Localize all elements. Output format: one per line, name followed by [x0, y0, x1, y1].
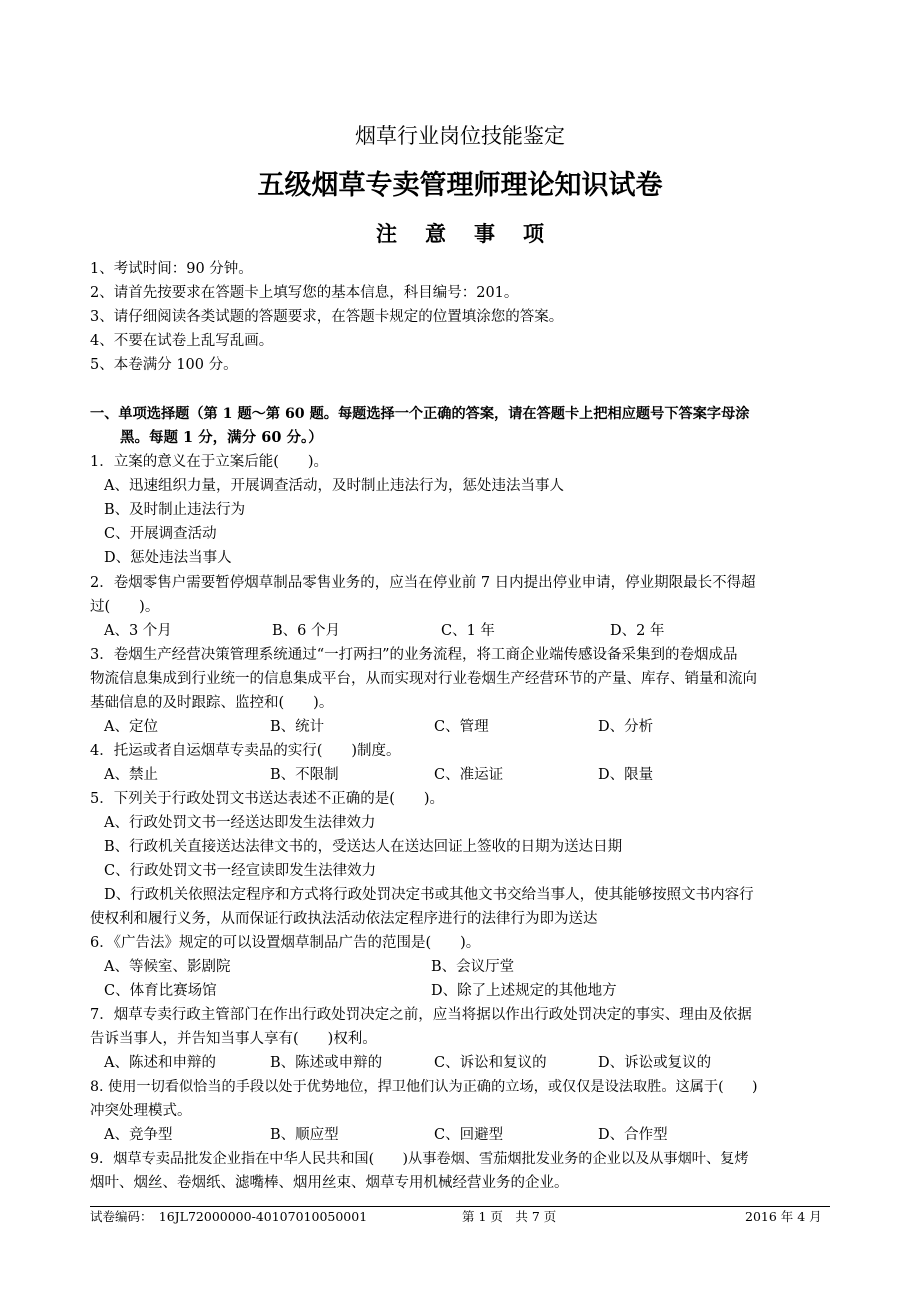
q3-option-d: D、分析: [598, 719, 654, 735]
q1-stem: 1．立案的意义在于立案后能( )。: [90, 454, 329, 470]
section-heading-line1: 一、单项选择题（第 1 题～第 60 题。每题选择一个正确的答案，请在答题卡上把相应题号下答案字母涂: [90, 406, 750, 422]
q2-option-b: B、6 个月: [272, 623, 340, 639]
q3-option-c: C、管理: [434, 719, 489, 735]
q8-stem-line1: 8. 使用一切看似恰当的手段以处于优势地位，捍卫他们认为正确的立场，或仅仅是设法取胜。这属于( ): [90, 1079, 758, 1095]
q5-option-c: C、行政处罚文书一经宣读即发生法律效力: [104, 863, 377, 879]
q2-option-d: D、2 年: [610, 623, 665, 639]
note-3: 3、请仔细阅读各类试题的答题要求，在答题卡规定的位置填涂您的答案。: [90, 309, 564, 325]
q6-option-c: C、体育比赛场馆: [104, 983, 217, 999]
q5-option-a: A、行政处罚文书一经送达即发生法律效力: [104, 815, 376, 831]
exam-title: 五级烟草专卖管理师理论知识试卷: [257, 170, 663, 201]
q8-option-d: D、合作型: [598, 1127, 668, 1143]
q6-option-a: A、等候室、影剧院: [104, 959, 231, 975]
q6-stem: 6．《广告法》规定的可以设置烟草制品广告的范围是( )。: [90, 935, 481, 951]
q4-stem: 4．托运或者自运烟草专卖品的实行( )制度。: [90, 743, 401, 759]
note-1: 1、考试时间：90 分钟。: [90, 261, 253, 277]
q9-stem-line2: 烟叶、烟丝、卷烟纸、滤嘴棒、烟用丝束、烟草专用机械经营业务的企业。: [90, 1175, 569, 1191]
q4-option-b: B、不限制: [270, 767, 339, 783]
q7-option-c: C、诉讼和复议的: [434, 1055, 547, 1071]
footer-divider: [90, 1206, 830, 1207]
q6-option-b: B、会议厅堂: [431, 959, 515, 975]
q4-option-c: C、准运证: [434, 767, 504, 783]
note-5: 5、本卷满分 100 分。: [90, 357, 238, 373]
q9-stem-line1: 9．烟草专卖品批发企业指在中华人民共和国( )从事卷烟、雪茄烟批发业务的企业以及从事烟叶、复烤: [90, 1151, 749, 1167]
q3-stem-line3: 基础信息的及时跟踪、监控和( )。: [90, 695, 334, 711]
q2-stem-line1: 2．卷烟零售户需要暂停烟草制品零售业务的，应当在停业前 7 日内提出停业申请，停业期限最长不得超: [90, 575, 756, 591]
q8-option-a: A、竞争型: [104, 1127, 173, 1143]
q1-option-c: C、开展调查活动: [104, 526, 217, 542]
q5-option-d-line1: D、行政机关依照法定程序和方式将行政处罚决定书或其他文书交给当事人，使其能够按照文书内容行: [104, 887, 754, 903]
q3-option-a: A、定位: [104, 719, 158, 735]
q4-option-a: A、禁止: [104, 767, 158, 783]
q2-option-a: A、3 个月: [104, 623, 172, 639]
q4-option-d: D、限量: [598, 767, 654, 783]
q3-stem-line1: 3．卷烟生产经营决策管理系统通过“一打两扫”的业务流程，将工商企业端传感设备采集到的卷烟成品: [90, 647, 738, 663]
q8-stem-line2: 冲突处理模式。: [90, 1103, 192, 1119]
note-2: 2、请首先按要求在答题卡上填写您的基本信息，科目编号：201。: [90, 285, 519, 301]
q7-option-a: A、陈述和申辩的: [104, 1055, 216, 1071]
q5-option-d-line2: 使权利和履行义务，从而保证行政执法活动依法定程序进行的法律行为即为送达: [90, 911, 598, 927]
q6-option-d: D、除了上述规定的其他地方: [431, 983, 617, 999]
q3-option-b: B、统计: [270, 719, 325, 735]
q5-option-b: B、行政机关直接送达法律文书的，受送达人在送达回证上签收的日期为送达日期: [104, 839, 623, 855]
q7-option-b: B、陈述或申辩的: [270, 1055, 383, 1071]
q3-stem-line2: 物流信息集成到行业统一的信息集成平台，从而实现对行业卷烟生产经营环节的产量、库存、销量和流向: [90, 671, 757, 687]
q2-option-c: C、1 年: [441, 623, 495, 639]
section-heading-line2: 黑。每题 1 分，满分 60 分。）: [120, 429, 323, 446]
q8-option-c: C、回避型: [434, 1127, 504, 1143]
note-4: 4、不要在试卷上乱写乱画。: [90, 333, 274, 349]
footer-date: 2016 年 4 月: [745, 1209, 822, 1224]
exam-subtitle: 烟草行业岗位技能鉴定: [355, 124, 565, 148]
q5-stem: 5．下列关于行政处罚文书送达表述不正确的是( )。: [90, 791, 445, 807]
q8-option-b: B、顺应型: [270, 1127, 339, 1143]
q7-stem-line1: 7．烟草专卖行政主管部门在作出行政处罚决定之前，应当将据以作出行政处罚决定的事实、理由及依据: [90, 1007, 752, 1023]
footer-page-number: 第 1 页 共 7 页: [462, 1209, 557, 1224]
q7-option-d: D、诉讼或复议的: [598, 1055, 712, 1071]
q2-stem-line2: 过( )。: [90, 599, 160, 615]
notice-heading: 注意事项: [376, 222, 572, 246]
q1-option-d: D、惩处违法当事人: [104, 550, 232, 566]
q7-stem-line2: 告诉当事人，并告知当事人享有( )权利。: [90, 1031, 377, 1047]
footer-exam-code: 试卷编码： 16JL72000000-40107010050001: [90, 1209, 368, 1224]
q1-option-a: A、迅速组织力量，开展调查活动，及时制止违法行为，惩处违法当事人: [104, 478, 564, 494]
q1-option-b: B、及时制止违法行为: [104, 502, 246, 518]
